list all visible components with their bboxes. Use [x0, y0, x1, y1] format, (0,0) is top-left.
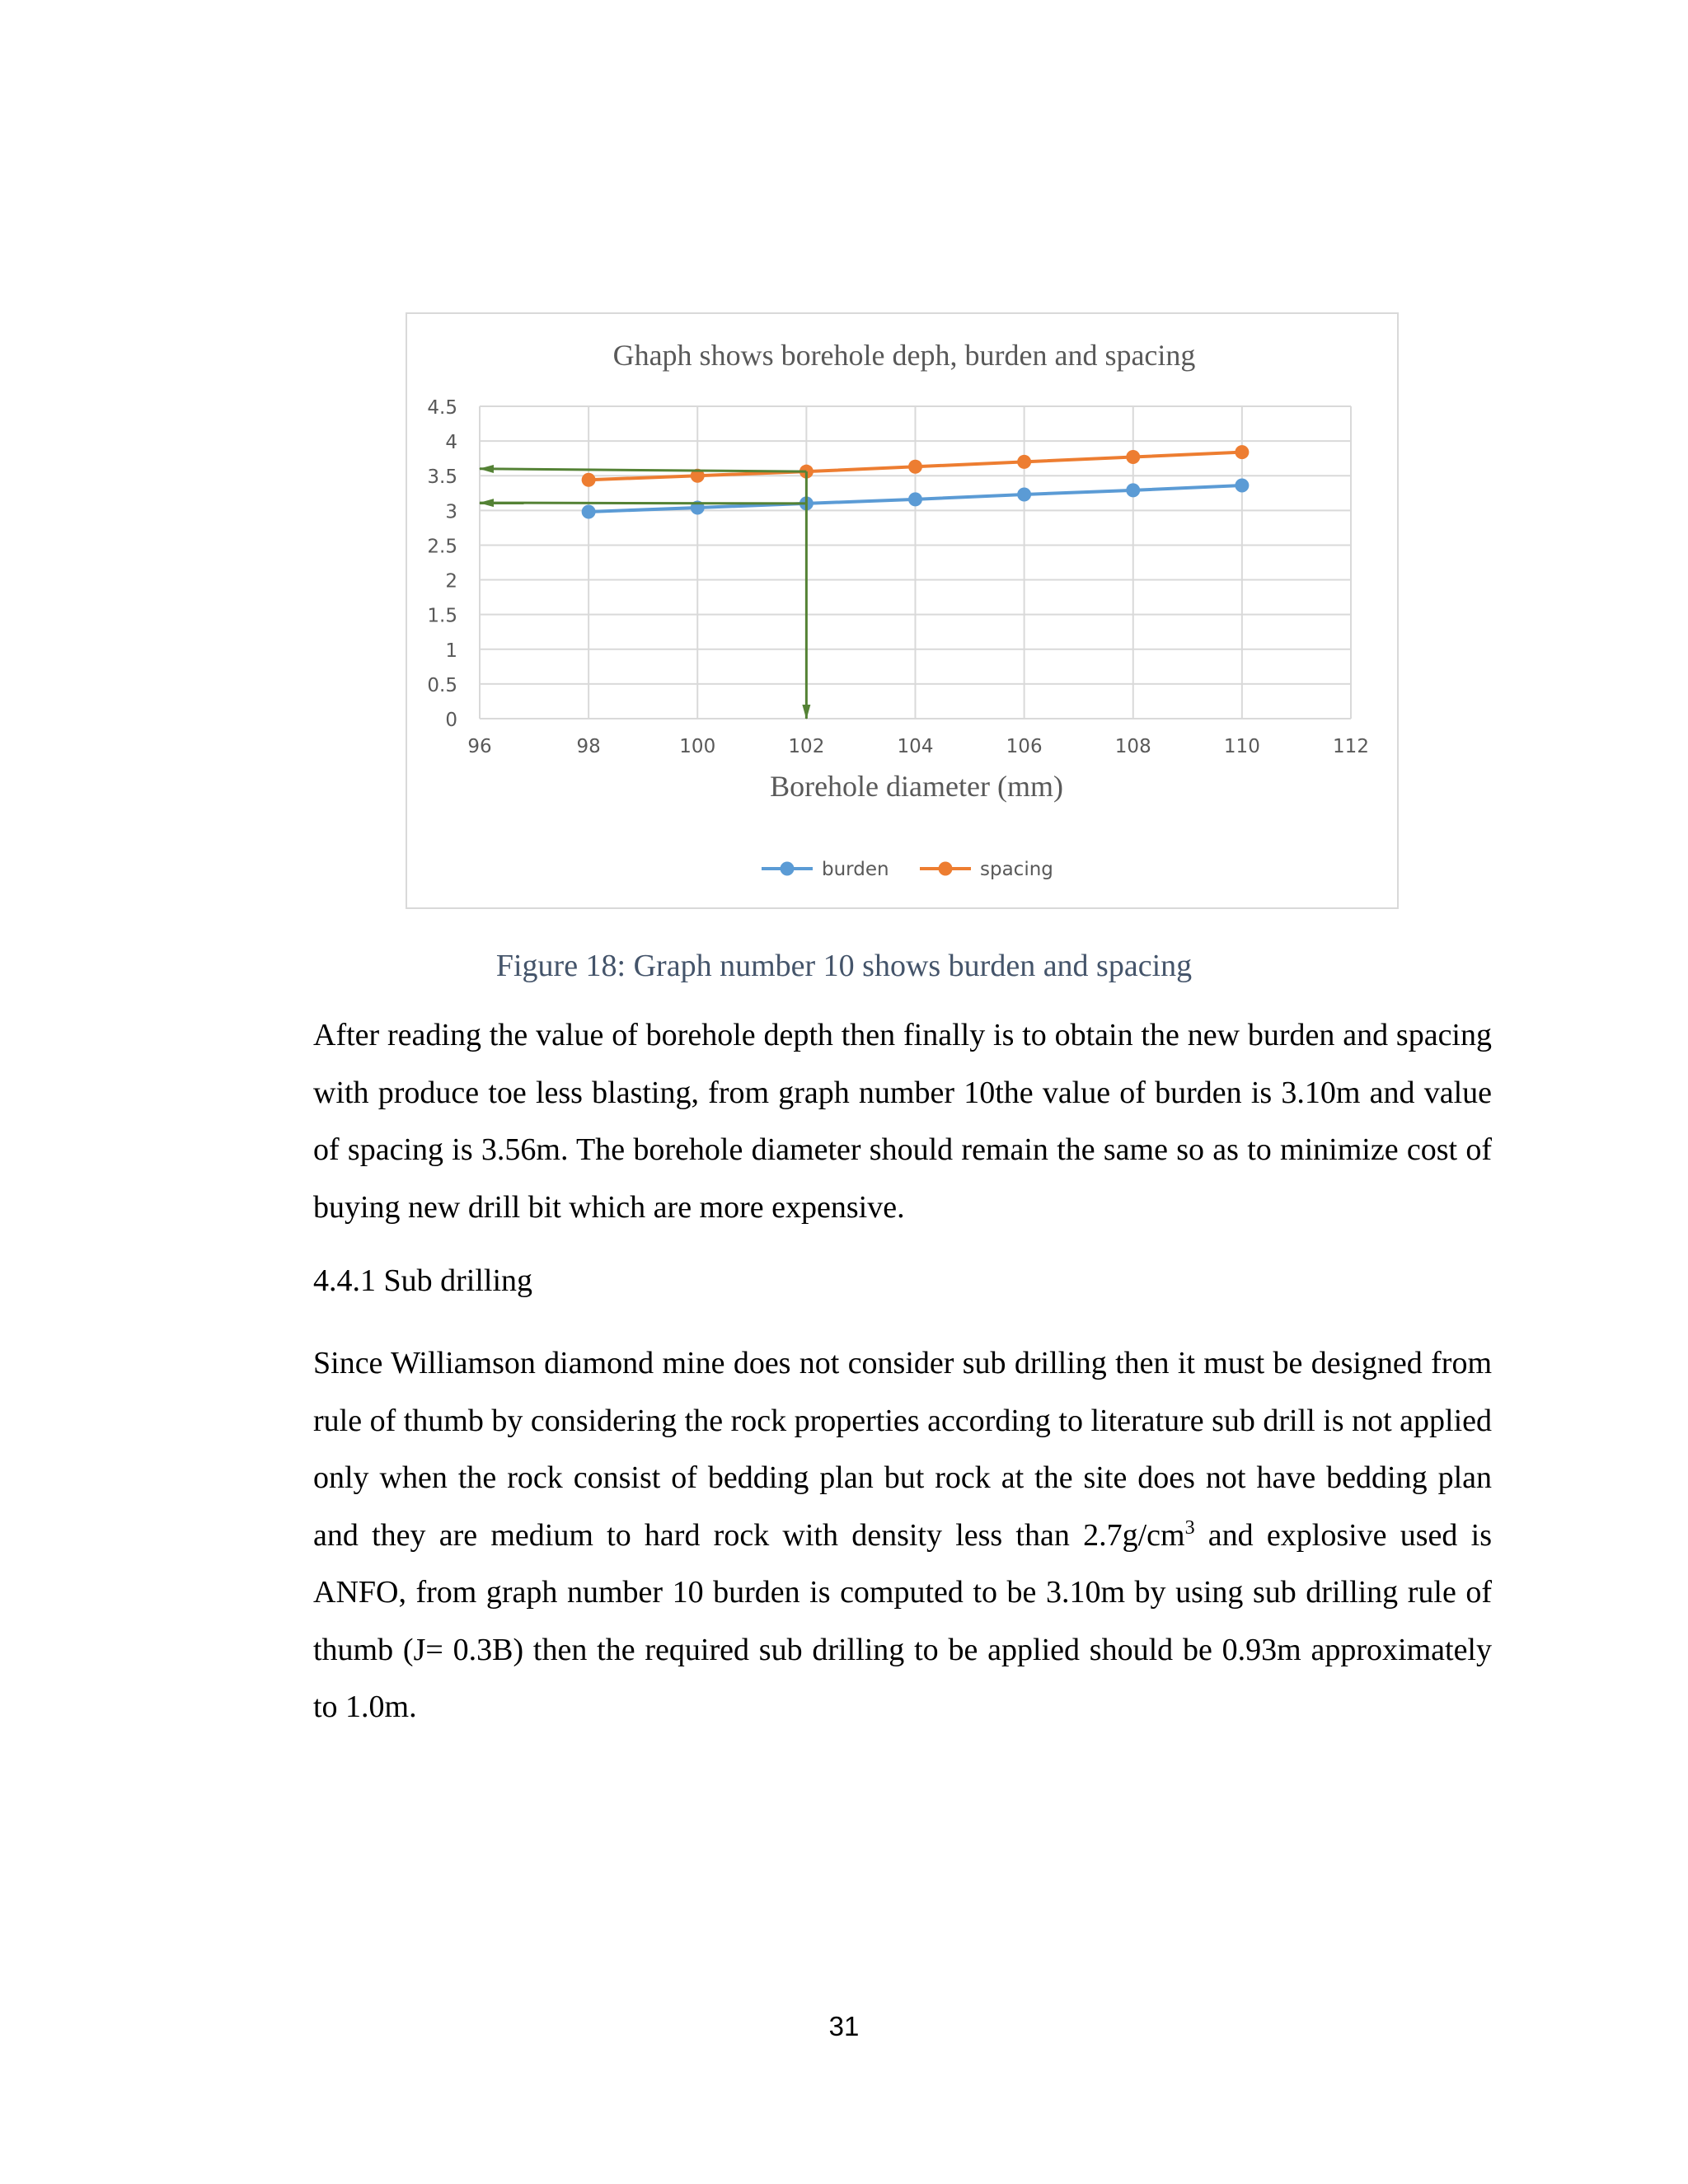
x-tick-label: 112 [1333, 736, 1369, 757]
y-tick-label: 0.5 [427, 674, 457, 696]
legend-marker-spacing [939, 862, 953, 876]
page-number: 31 [828, 2011, 860, 2041]
data-point-burden [1126, 483, 1140, 497]
x-tick-label: 100 [679, 736, 716, 757]
paragraph-results: After reading the value of borehole depth then finally is to obtain the new burden and spacing with produce toe less blasting, from graph number 10the value of burden is 3.10m and value of spacing is 3.56m. The borehole diameter should remain the same so as to minimize cost of buying new drill bit which are more expensive. [313, 1018, 1492, 1225]
data-point-spacing [908, 460, 922, 474]
x-tick-label: 110 [1223, 736, 1260, 757]
x-axis-label: Borehole diameter (mm) [770, 770, 1063, 803]
data-point-spacing [1126, 450, 1140, 464]
x-tick-label: 108 [1114, 736, 1151, 757]
line-chart [407, 314, 1400, 911]
data-point-burden [1235, 479, 1249, 493]
paragraph-sub-drilling-text-2: and explosive used is ANFO, from graph number 10 burden is computed to be 3.10m by using sub drilling rule of thumb (J= 0.3B) then the required sub drilling to be applied should be 0.93m approximately to 1.0m. [313, 1517, 1492, 1724]
x-tick-label: 102 [788, 736, 825, 757]
paragraph-sub-drilling [313, 1335, 1492, 1736]
y-tick-label: 1.5 [427, 605, 457, 627]
section-heading: 4.4.1 Sub drilling [313, 1263, 533, 1298]
y-tick-label: 3.5 [427, 466, 457, 489]
data-point-spacing [1017, 455, 1031, 469]
data-point-spacing [1235, 445, 1249, 459]
paragraph-sub-drilling-text: Since Williamson diamond mine does not consider sub drilling then it must be designed from rule of thumb by considering the rock properties according to literature sub drill is not applied only when the rock consist of bedding plan but rock at the site does not have bedding plan and they are medium to hard rock with density less than 2.7g/cm [313, 1346, 1492, 1553]
chart-frame [406, 312, 1399, 909]
chart-title: Ghaph shows borehole deph, burden and spacing [612, 339, 1196, 372]
legend-label-burden: burden [822, 859, 889, 880]
figure-caption: Figure 18: Graph number 10 shows burden and spacing [495, 949, 1193, 983]
x-tick-label: 96 [467, 736, 492, 757]
legend-label-spacing: spacing [980, 859, 1053, 880]
x-tick-label: 98 [576, 736, 601, 757]
superscript-3: 3 [1184, 1516, 1195, 1539]
y-tick-label: 2 [445, 570, 457, 593]
y-tick-label: 4.5 [427, 397, 457, 419]
data-point-burden [1017, 487, 1031, 501]
data-point-burden [908, 492, 922, 506]
annotation-arrow [480, 469, 806, 471]
y-tick-label: 3 [445, 501, 457, 523]
legend-marker-burden [781, 862, 795, 876]
data-point-spacing [582, 473, 596, 487]
x-tick-label: 104 [897, 736, 934, 757]
y-tick-label: 0 [445, 710, 457, 731]
y-tick-label: 4 [445, 432, 457, 454]
data-point-burden [582, 505, 596, 519]
y-tick-label: 2.5 [427, 536, 457, 558]
y-tick-label: 1 [445, 640, 457, 662]
x-tick-label: 106 [1006, 736, 1043, 757]
annotation-arrow [480, 503, 806, 504]
